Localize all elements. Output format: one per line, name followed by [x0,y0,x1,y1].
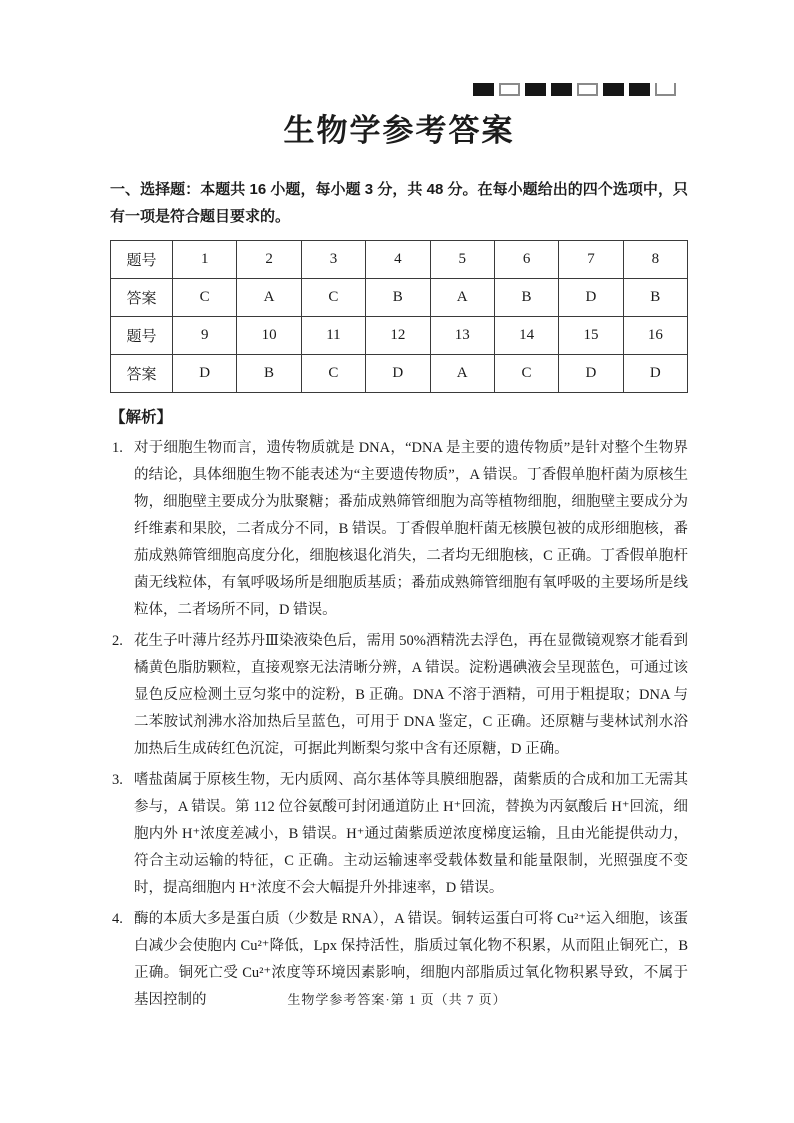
row-label: 题号 [111,316,173,354]
table-row [111,278,688,316]
page-footer: 生物学参考答案·第 1 页（共 7 页） [287,992,507,1007]
answer-cell: 13 [430,316,494,354]
analysis-list [110,435,688,1014]
answer-cell: A [430,354,494,392]
item-text: 对于细胞生物而言，遗传物质就是 DNA，“DNA 是主要的遗传物质”是针对整个生物界的结论，具体细胞生物不能表述为“主要遗传物质”，A 错误。丁香假单胞杆菌为原核生物，细胞壁主要成分为肽聚糖；番茄成熟筛管细胞为高等植物细胞，细胞壁主要成分为纤维素和果胶，二者成分不同，B 错误。丁香假单胞杆菌无核膜包被的成形细胞核，番茄成熟筛管细胞高度分化，细胞核退化消失，二者均无细胞核，C 正确。丁香假单胞杆菌无线粒体，有氧呼吸场所是细胞质基质；番茄成熟筛管细胞有氧呼吸的主要场所是线粒体，二者场所不同，D 错误。 [134,439,688,618]
answer-cell: C [301,354,365,392]
answer-cell: D [366,354,430,392]
answer-cell: 5 [430,240,494,278]
answer-cell: 16 [623,316,687,354]
answer-cell: 4 [366,240,430,278]
item-text: 酶的本质大多是蛋白质（少数是 RNA），A 错误。铜转运蛋白可将 Cu²⁺运入细胞，该蛋白减少会使胞内 Cu²⁺降低，Lpx 保持活性，脂质过氧化物不积累，从而阻止铜死亡，B 正确。铜死亡受 Cu²⁺浓度等环境因素影响，细胞内部脂质过氧化物积累导致，不属于基因控制的 [134,910,688,1008]
answer-cell: D [623,354,687,392]
answer-cell: B [623,278,687,316]
analysis-item [110,435,688,624]
answer-cell: D [173,354,237,392]
answer-cell: 3 [301,240,365,278]
table-row [111,240,688,278]
answer-cell: 11 [301,316,365,354]
analysis-heading: 【解析】 [110,408,173,426]
analysis-item [110,628,688,763]
item-number: 1. [112,439,123,456]
answer-cell: A [430,278,494,316]
answer-cell: D [559,354,623,392]
registration-marks [473,83,676,96]
answer-cell: 14 [494,316,558,354]
answer-table [110,240,688,393]
row-label: 答案 [111,278,173,316]
answer-cell: A [237,278,301,316]
row-label: 答案 [111,354,173,392]
reg-mark-open [655,83,676,96]
answer-cell: B [366,278,430,316]
answer-cell: 7 [559,240,623,278]
answer-cell: 9 [173,316,237,354]
reg-mark-filled [629,83,650,96]
item-text: 嗜盐菌属于原核生物，无内质网、高尔基体等具膜细胞器，菌紫质的合成和加工无需其参与，A 错误。第 112 位谷氨酸可封闭通道防止 H⁺回流，替换为丙氨酸后 H⁺回流，细胞内外 H⁺浓度差减小，B 错误。H⁺通过菌紫质逆浓度梯度运输，且由光能提供动力，符合主动运输的特征，C 正确。主动运输速率受载体数量和能量限制，光照强度不变时，提高细胞内 H⁺浓度不会大幅提升外排速率，D 错误。 [134,771,688,896]
reg-mark-filled [473,83,494,96]
page-title: 生物学参考答案 [283,113,515,148]
section-heading: 一、选择题：本题共 16 小题，每小题 3 分，共 48 分。在每小题给出的四个选项中，只有一项是符合题目要求的。 [110,180,688,225]
answer-cell: B [494,278,558,316]
answer-cell: 2 [237,240,301,278]
row-label: 题号 [111,240,173,278]
answer-cell: 6 [494,240,558,278]
answer-cell: 12 [366,316,430,354]
answer-cell: C [301,278,365,316]
reg-mark-hollow [577,83,598,96]
item-number: 3. [112,771,123,788]
answer-cell: 15 [559,316,623,354]
answer-cell: D [559,278,623,316]
table-row [111,316,688,354]
analysis-item [110,767,688,902]
reg-mark-hollow [499,83,520,96]
item-number: 4. [112,910,123,927]
item-text: 花生子叶薄片经苏丹Ⅲ染液染色后，需用 50%酒精洗去浮色，再在显微镜观察才能看到橘黄色脂肪颗粒，直接观察无法清晰分辨，A 错误。淀粉遇碘液会呈现蓝色，可通过该显色反应检测土豆匀浆中的淀粉，B 正确。DNA 不溶于酒精，可用于粗提取；DNA 与二苯胺试剂沸水浴加热后呈蓝色，可用于 DNA 鉴定，C 正确。还原糖与斐林试剂水浴加热后生成砖红色沉淀，可据此判断梨匀浆中含有还原糖，D 正确。 [134,632,688,757]
item-number: 2. [112,632,123,649]
answer-cell: 1 [173,240,237,278]
reg-mark-filled [603,83,624,96]
reg-mark-filled [525,83,546,96]
reg-mark-filled [551,83,572,96]
answer-cell: 8 [623,240,687,278]
answer-cell: B [237,354,301,392]
answer-cell: 10 [237,316,301,354]
answer-cell: C [494,354,558,392]
table-row [111,354,688,392]
answer-cell: C [173,278,237,316]
